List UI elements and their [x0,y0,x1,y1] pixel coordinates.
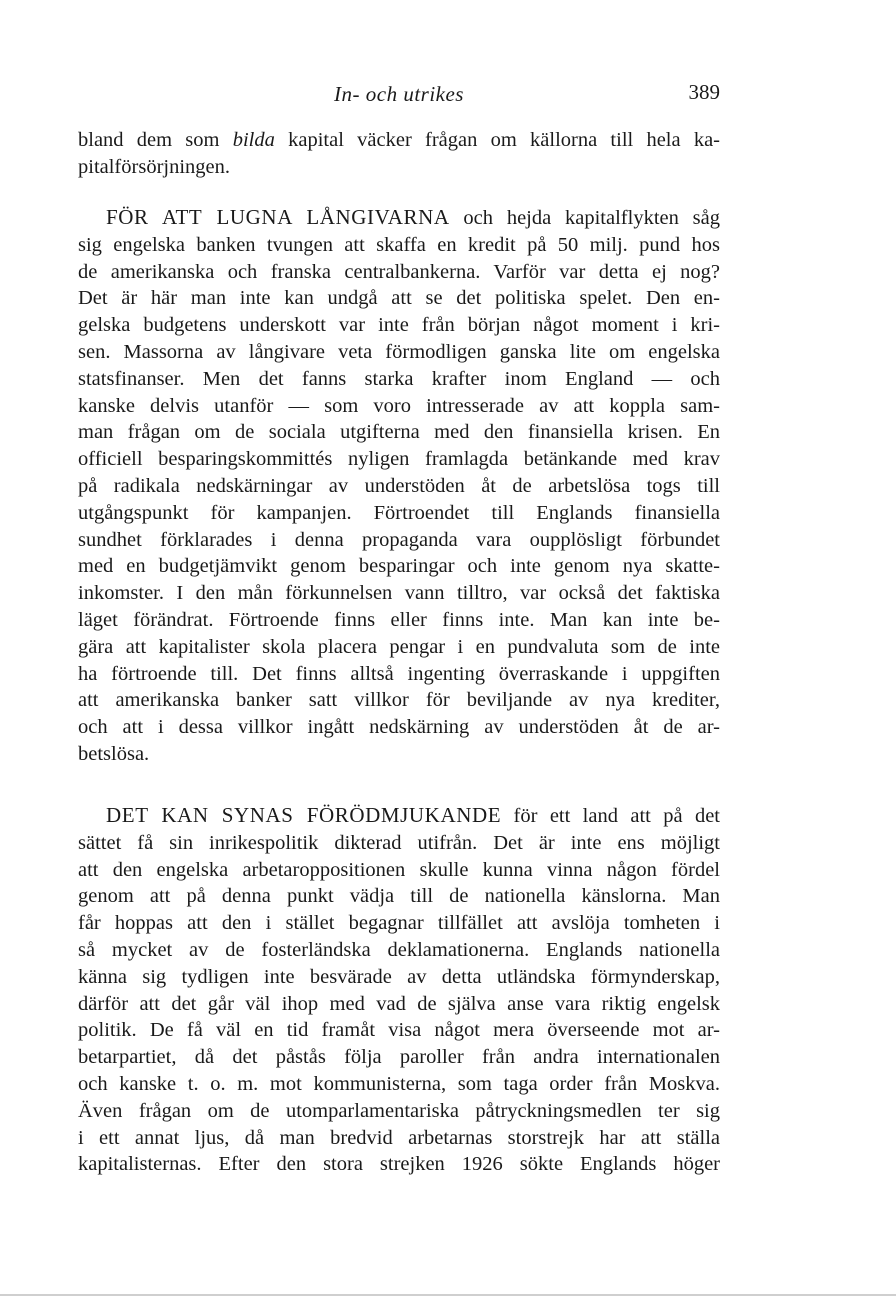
page-number: 389 [688,80,720,104]
text-line: på radikala nedskärningar av understöden åt de arbetslösa togs till [78,474,720,497]
text-line-rest: för ett land att på det [501,805,720,827]
text-line: pitalförsörjningen. [78,155,231,178]
running-head [78,80,720,110]
text-line: Det är här man inte kan undgå att se det politiska spelet. Den en- [78,287,720,310]
text-line: de amerikanska och franska centralbankerna. Varför var detta ej nog? [78,260,720,283]
text-line: känna sig tydligen inte besvärade av detta utländska förmynderskap, [78,965,720,988]
section-lead-caps: DET KAN SYNAS FÖRÖDMJUKANDE [106,803,502,827]
text-line: kanske delvis utanför — som voro intresserade av att koppla sam- [78,394,720,417]
running-title: In- och utrikes [334,82,464,106]
text-line-lead [78,802,720,830]
emphasis-word: bilda [232,129,275,151]
text-line: och att i dessa villkor ingått nedskärning av understöden åt de ar- [78,716,720,739]
text-line: sig engelska banken tvungen att skaffa en kredit på 50 milj. pund hos [78,233,720,256]
text-line: betarpartiet, då det påstås följa paroller från andra internationalen [78,1046,720,1069]
text-line: sundhet förklarades i denna propaganda vara oupplösligt förbundet [78,528,720,551]
text-line: kapitalisternas. Efter den stora strejken 1926 sökte Englands höger [78,1153,720,1176]
text-line: Även frågan om de utomparlamentariska påtryckningsmedlen ter sig [78,1099,720,1122]
text-line: sen. Massorna av långivare veta förmodligen ganska lite om engelska [78,340,720,363]
text-line: betslösa. [78,742,150,765]
text-line: statsfinanser. Men det fanns starka krafter inom England — och [78,367,720,390]
text-line: utgångspunkt för kampanjen. Förtroendet till Englands finansiella [78,501,720,524]
text-line: gära att kapitalister skola placera pengar i en pundvaluta som de inte [78,635,720,658]
text-line: ha förtroende till. Det finns alltså ingenting överraskande i uppgiften [78,662,720,685]
text-line: med en budgetjämvikt genom besparingar och inte genom nya skatte- [78,555,720,578]
text-line: inkomster. I den mån förkunnelsen vann tilltro, var också det faktiska [78,582,720,605]
text-line: att amerikanska banker satt villkor för beviljande av nya krediter, [78,689,720,712]
section-lead-caps: FÖR ATT LUGNA LÅNGIVARNA [106,205,450,229]
text-line: läget förändrat. Förtroende finns eller finns inte. Man kan inte be- [78,608,720,631]
text-line: gelska budgetens underskott var inte från början något moment i kri- [78,314,720,337]
text-line: genom att på denna punkt vädja till de nationella känslorna. Man [78,885,720,908]
text-line: bland dem som bilda kapital väcker frågan om källorna till hela ka- [78,129,720,151]
paragraph-3 [78,802,720,1178]
paragraph-2 [78,204,720,768]
text-line: i ett annat ljus, då man bredvid arbetarnas storstrejk har att ställa [78,1126,720,1149]
text-line: politik. De få väl en tid framåt visa något mera överseende mot ar- [78,1019,720,1042]
text-line: att den engelska arbetaroppositionen skulle kunna vinna någon fördel [78,858,720,881]
text-line: så mycket av de fosterländska deklamationerna. Englands nationella [78,938,720,961]
text-line: och kanske t. o. m. mot kommunisterna, som taga order från Moskva. [78,1072,720,1095]
text-line: därför att det går väl ihop med vad de själva anse vara riktig engelsk [78,992,720,1015]
text-line-rest: och hejda kapitalflykten såg [449,207,720,229]
text-line: officiell besparingskommittés nyligen framlagda betänkande med krav [78,448,720,471]
text-line: man frågan om de sociala utgifterna med den finansiella krisen. En [78,421,720,444]
text-line: får hoppas att den i stället begagnar tillfället att avslöja tomheten i [78,912,720,935]
text-line-lead [78,204,720,232]
paragraph-1 [78,127,720,181]
text-line: sättet få sin inrikespolitik dikterad utifrån. Det är inte ens möjligt [78,831,720,854]
